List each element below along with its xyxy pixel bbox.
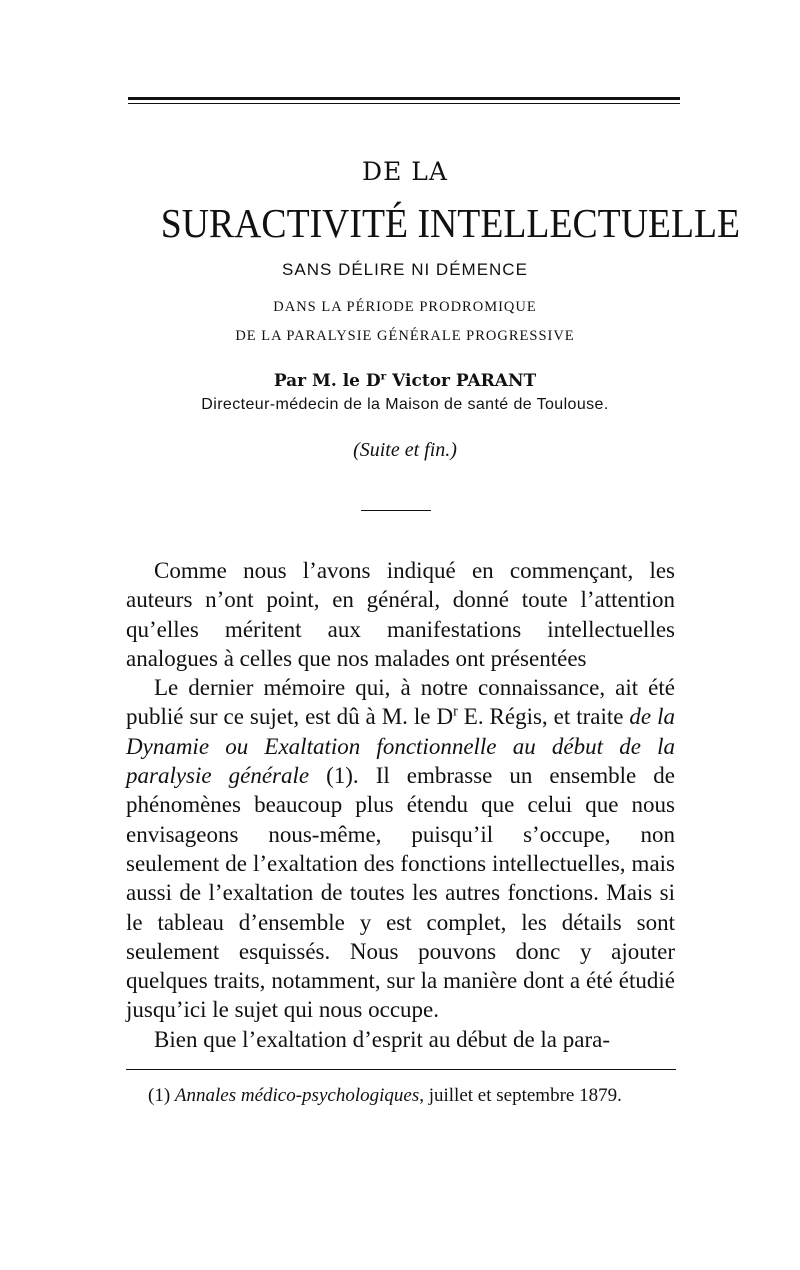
subtitle-line-3: DE LA PARALYSIE GÉNÉRALE PROGRESSIVE	[235, 328, 575, 344]
subtitle-line-1: SANS DÉLIRE NI DÉMENCE	[282, 260, 528, 279]
footnote-rest: , juillet et septembre 1879.	[419, 1085, 622, 1106]
paragraph-1: Comme nous l’avons indiqué en commençant, les auteurs n’ont point, en général, donné toute l’attention qu’elles méritent aux manifestations intellectuelles analogues à celles que nos malades ont présentées	[126, 558, 675, 671]
footnote	[148, 1085, 622, 1107]
author-name: Victor PARANT	[386, 371, 537, 391]
subtitle-line-2: DANS LA PÉRIODE PRODROMIQUE	[273, 299, 537, 315]
section-divider	[361, 510, 431, 511]
article-title: SURACTIVITÉ INTELLECTUELLE	[160, 200, 741, 246]
top-rule-thin	[128, 103, 680, 104]
footnote-rule	[126, 1069, 676, 1070]
author-prefix: Par M. le D	[273, 371, 381, 391]
paragraph-2-part-b: E. Régis, et traite	[457, 704, 630, 730]
title-prefix: DE LA	[362, 157, 448, 186]
footnote-journal: Annales médico-psychologiques	[174, 1085, 420, 1106]
author-line	[100, 371, 710, 391]
paragraph-2	[126, 673, 675, 1025]
footnote-marker: (1)	[148, 1085, 171, 1106]
paragraph-2-sup: r	[453, 703, 458, 720]
body-text	[126, 556, 675, 1054]
paragraph-2-part-a: Le dernier mémoire qui, à notre connaissance, ait été publié sur ce sujet, est dû à M. le D	[126, 675, 675, 730]
author-title-sup: r	[380, 370, 387, 383]
paragraph-2-part-c: (1). Il embrasse un ensemble de phénomènes beaucoup plus étendu que celui que nous envisageons nous-même, puisqu’il s’occupe, non seulement de l’exaltation des fonctions intellectuelles, mais aussi de l’exaltation de toutes les autres fonctions. Mais si le tableau d’ensemble y est complet, les détails sont seulement esquissés. Nous pouvons donc y ajouter quelques traits, notamment, sur la manière dont a été étudié jusqu’ici le sujet qui nous occupe.	[126, 763, 675, 1023]
paragraph-3: Bien que l’exaltation d’esprit au début de la para-	[154, 1026, 610, 1052]
continuation-note: (Suite et fin.)	[353, 439, 457, 461]
paragraph-2-italic-title: de la Dynamie ou Exaltation fonctionnelle au début de la paralysie générale	[126, 704, 675, 789]
author-affiliation: Directeur-médecin de la Maison de santé de Toulouse.	[201, 396, 609, 413]
top-rule-thick	[128, 97, 680, 100]
